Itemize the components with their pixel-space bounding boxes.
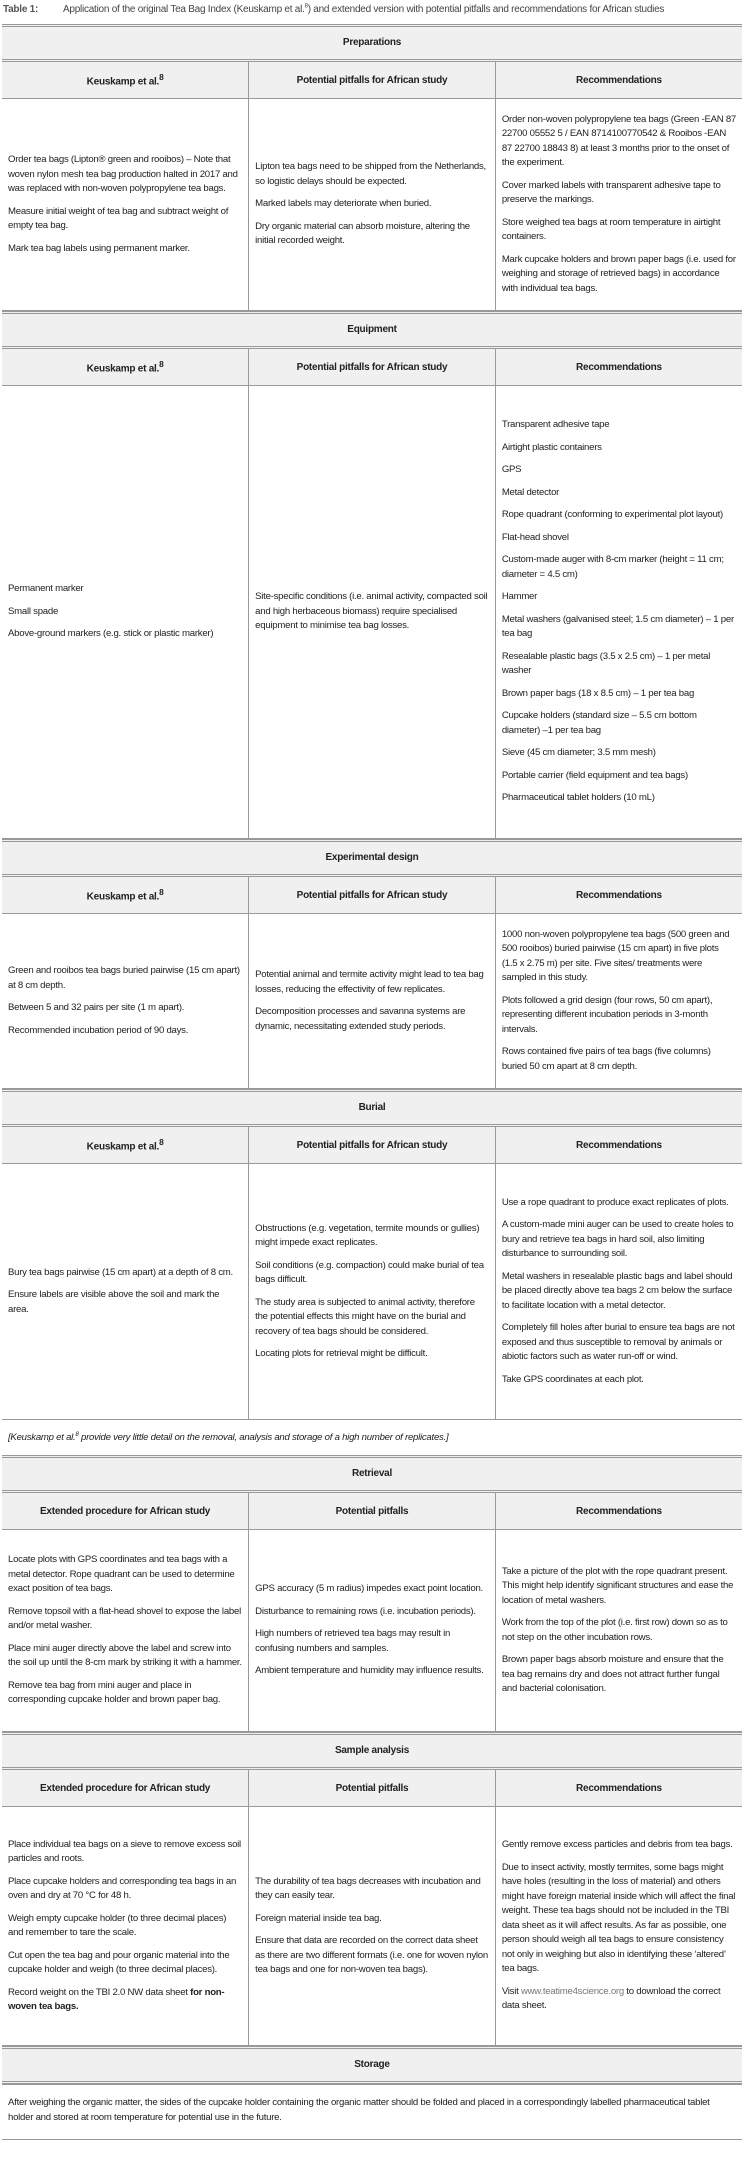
cell-paragraph: Disturbance to remaining rows (i.e. incubation periods).	[255, 1605, 476, 1617]
text-segment: Potential pitfalls	[335, 1782, 409, 1794]
section-table	[2, 62, 742, 311]
cell-paragraph: Completely fill holes after burial to ensure tea bags are not exposed and thus susceptible to removal by animals or abiotic factors such as water run-off or wind.	[501, 1322, 735, 1363]
reference-superscript: 8	[304, 4, 308, 10]
cell-paragraph: Brown paper bags absorb moisture and ensure that the tea bag remains dry and does not attract further fungal and bacterial colonisation.	[501, 1654, 724, 1695]
cell-paragraph: Order non-woven polypropylene tea bags (Green -EAN 87 22700 05552 5 / EAN 8714100770542 & Rooibos -EAN 87 22700 18843 8) at least 3 months prior to the onset of the experiment.	[501, 113, 737, 169]
cell-paragraph: Resealable plastic bags (3.5 x 2.5 cm) – 1 per metal washer	[501, 650, 711, 677]
cell-paragraph: High numbers of retrieved tea bags may result in confusing numbers and samples.	[255, 1628, 451, 1654]
reference-superscript: 8	[159, 1137, 164, 1148]
column-header	[495, 349, 742, 386]
cell-paragraph: Portable carrier (field equipment and tea bags)	[501, 769, 688, 781]
cell-paragraph: Bury tea bags pairwise (15 cm apart) at a depth of 8 cm.	[8, 1266, 233, 1278]
column-header	[249, 62, 496, 99]
cell-paragraph: Soil conditions (e.g. compaction) could make burial of tea bags difficult.	[255, 1259, 484, 1285]
cell-paragraph: Airtight plastic containers	[501, 441, 602, 453]
column-header	[495, 1770, 742, 1807]
text-segment: Potential pitfalls for African study	[296, 889, 448, 901]
cell-paragraph: Take a picture of the plot with the rope quadrant present. This might help identify significant structures and ease the location of metal washers.	[501, 1565, 734, 1606]
cell-paragraph: Place individual tea bags on a sieve to remove excess soil particles and roots.	[8, 1838, 241, 1865]
cell-paragraph: Gently remove excess particles and debris from tea bags.	[501, 1839, 733, 1851]
section-heading: Experimental design	[2, 839, 742, 877]
cell-paragraph: Dry organic material can absorb moisture, altering the initial recorded weight.	[255, 220, 470, 247]
cell-paragraph: Pharmaceutical tablet holders (10 mL)	[501, 792, 655, 804]
cell-paragraph: Marked labels may deteriorate when buried.	[255, 198, 432, 210]
text-segment: Extended procedure for African study	[40, 1782, 211, 1794]
cell-paragraph: Ambient temperature and humidity may influence results.	[255, 1665, 484, 1677]
tea-bag-index-table	[2, 24, 742, 2140]
section-experimental-design	[2, 839, 742, 1089]
section-storage	[2, 2046, 742, 2140]
section-heading: Preparations	[2, 24, 742, 62]
text-segment: Keuskamp et al.	[86, 76, 160, 88]
cell-paragraph: Metal washers (galvanised steel; 1.5 cm diameter) – 1 per tea bag	[501, 613, 734, 640]
cell-paragraph: Between 5 and 32 pairs per site (1 m apart).	[8, 1002, 185, 1013]
cell-paragraph: Cut open the tea bag and pour organic material into the cupcake holder and weigh (to three decimal places).	[8, 1949, 230, 1976]
column-header	[2, 349, 249, 386]
section-heading: Storage	[2, 2046, 742, 2084]
cell-paragraph: 1000 non-woven polypropylene tea bags (500 green and 500 rooibos) buried pairwise (15 cm apart) in five plots (1.5 x 2.75 m) per site. Five sites/ treatments were sampled in this study.	[501, 928, 730, 984]
table-cell	[249, 99, 496, 311]
section-heading: Retrieval	[2, 1455, 742, 1493]
section-sample-analysis	[2, 1732, 742, 2046]
column-header	[495, 877, 742, 914]
table-cell	[2, 1807, 249, 2046]
column-header	[495, 1127, 742, 1164]
table-cell	[2, 1530, 249, 1732]
text-segment: Potential pitfalls	[335, 1505, 409, 1517]
table-cell	[495, 1164, 742, 1420]
reference-superscript: 8	[75, 1432, 79, 1438]
cell-paragraph	[502, 1985, 736, 2014]
cell-paragraph: Use a rope quadrant to produce exact replicates of plots.	[501, 1196, 729, 1208]
section-table	[2, 349, 742, 839]
table-cell	[2, 386, 249, 839]
cell-paragraph: GPS accuracy (5 m radius) impedes exact point location.	[255, 1583, 483, 1595]
cell-paragraph: Custom-made auger with 8-cm marker (height = 11 cm; diameter = 4.5 cm)	[501, 554, 724, 580]
column-header	[2, 1127, 249, 1164]
text-segment: Keuskamp et al.	[86, 1141, 160, 1153]
column-header	[2, 62, 249, 99]
table-row	[2, 1807, 742, 2046]
cell-paragraph: Work from the top of the plot (i.e. first row) down so as to not step on the other incubation rows.	[501, 1617, 728, 1643]
section-table	[2, 1493, 742, 1732]
section-heading: Equipment	[2, 311, 742, 349]
website-link[interactable]: www.teatime4science.org	[520, 1985, 624, 1997]
cell-paragraph: Lipton tea bags need to be shipped from the Netherlands, so logistic delays should be expected.	[255, 161, 486, 187]
table-note	[2, 1420, 742, 1455]
text-segment: Recommendations	[576, 1139, 662, 1151]
cell-paragraph: Flat-head shovel	[501, 531, 569, 543]
cell-paragraph: Order tea bags (Lipton® green and rooibos) – Note that woven nylon mesh tea bag production halted in 2017 and was replaced with non-woven polypropylene tea bags.	[8, 154, 238, 194]
column-header	[2, 1493, 249, 1530]
cell-paragraph: Rows contained five pairs of tea bags (five columns) buried 50 cm apart at 8 cm depth.	[501, 1046, 711, 1072]
section-equipment	[2, 311, 742, 839]
cell-paragraph: Rope quadrant (conforming to experimental plot layout)	[501, 509, 723, 521]
cell-paragraph: GPS	[501, 464, 522, 476]
cell-paragraph: Due to insect activity, mostly termites, some bags might have holes (resulting in the loss of material) and others might have foreign material inside which will affect the final weight. These tea bags should not be included in the TBI data sheet as it will affect results. As far as possible, one person should weigh all tea bags to ensure consistency not only in weighing but also in identifying these ‘altered’ tea bags.	[501, 1861, 736, 1975]
text-segment: Extended procedure for African study	[40, 1505, 211, 1517]
cell-paragraph: Cupcake holders (standard size – 5.5 cm bottom diameter) –1 per tea bag	[501, 710, 697, 736]
cell-paragraph: Permanent marker	[8, 583, 84, 595]
column-header-row	[2, 1127, 742, 1164]
text-segment: Visit	[501, 1985, 521, 1997]
cell-paragraph: Green and rooibos tea bags buried pairwise (15 cm apart) at 8 cm depth.	[8, 965, 240, 991]
cell-paragraph: A custom-made mini auger can be used to create holes to bury and retrieve tea bags in hard soil, also limiting disturbance to surrounding soil.	[501, 1219, 734, 1260]
cell-paragraph: Obstructions (e.g. vegetation, termite mounds or gullies) might impede exact replicates.	[255, 1222, 480, 1248]
text-segment: Recommendations	[576, 361, 662, 373]
table-cell	[249, 1164, 496, 1420]
bold-text: for non-woven tea bags.	[8, 1986, 225, 2013]
column-header	[249, 1770, 496, 1807]
table-cell	[249, 1530, 496, 1732]
text-segment: Recommendations	[576, 74, 662, 86]
section-heading: Burial	[2, 1089, 742, 1127]
cell-paragraph: Above-ground markers (e.g. stick or plastic marker)	[8, 628, 214, 640]
text-segment: Record weight on the TBI 2.0 NW data sheet	[8, 1986, 191, 1998]
text-segment: provide very little detail on the removal, analysis and storage of a high number of replicates.]	[78, 1432, 449, 1444]
table-row	[2, 386, 742, 839]
cell-paragraph: Decomposition processes and savanna systems are dynamic, necessitating extended study periods.	[255, 1006, 466, 1032]
table-row	[2, 914, 742, 1089]
section-table	[2, 1127, 742, 1420]
column-header-row	[2, 1770, 742, 1807]
text-segment: to download the correct data sheet.	[501, 1985, 721, 2012]
column-header-row	[2, 1493, 742, 1530]
section-burial	[2, 1089, 742, 1420]
reference-superscript: 8	[159, 72, 164, 83]
cell-paragraph	[8, 1986, 242, 2015]
cell-paragraph: Plots followed a grid design (four rows, 50 cm apart), representing different incubation periods in 3-month intervals.	[501, 994, 713, 1035]
cell-paragraph: Take GPS coordinates at each plot.	[501, 1373, 644, 1385]
text-segment: Keuskamp et al.	[86, 891, 160, 903]
table-cell	[495, 914, 742, 1089]
column-header-row	[2, 62, 742, 99]
table-row	[2, 1164, 742, 1420]
cell-paragraph: Ensure labels are visible above the soil and mark the area.	[8, 1289, 220, 1315]
cell-paragraph: Measure initial weight of tea bag and subtract weight of empty tea bag.	[8, 205, 229, 231]
cell-paragraph: Transparent adhesive tape	[501, 419, 610, 431]
cell-paragraph: Metal detector	[501, 486, 560, 498]
cell-paragraph: The durability of tea bags decreases with incubation and they can easily tear.	[255, 1875, 481, 1902]
table-cell	[495, 1807, 742, 2046]
section-heading: Sample analysis	[2, 1732, 742, 1770]
cell-paragraph: Locate plots with GPS coordinates and tea bags with a metal detector. Rope quadrant can be used to determine exact position of tea bags.	[8, 1554, 235, 1595]
cell-paragraph: Hammer	[501, 591, 538, 603]
column-header	[249, 1493, 496, 1530]
reference-superscript: 8	[159, 359, 164, 370]
column-header-row	[2, 349, 742, 386]
column-header	[495, 62, 742, 99]
column-header	[249, 877, 496, 914]
column-header	[2, 1770, 249, 1807]
cell-paragraph: Site-specific conditions (i.e. animal activity, compacted soil and high herbaceous biomass) require specialised equipment to minimise tea bag losses.	[255, 591, 488, 632]
cell-paragraph: The study area is subjected to animal activity, therefore the potential effects this might have on the burial and recovery of tea bags should be considered.	[255, 1296, 475, 1337]
table-row	[2, 1530, 742, 1732]
column-header-row	[2, 877, 742, 914]
cell-paragraph: Place mini auger directly above the label and screw into the soil up until the 8-cm mark by striking it with a hammer.	[8, 1642, 242, 1669]
section-preparations	[2, 24, 742, 311]
cell-paragraph: Weigh empty cupcake holder (to three decimal places) and remember to tare the scale.	[8, 1912, 227, 1939]
cell-paragraph: Potential animal and termite activity might lead to tea bag losses, reducing the effectivity of few replicates.	[255, 969, 484, 995]
table-cell	[2, 914, 249, 1089]
cell-paragraph: Brown paper bags (18 x 8.5 cm) – 1 per tea bag	[501, 687, 695, 699]
column-header	[2, 877, 249, 914]
reference-superscript: 8	[159, 887, 164, 898]
cell-paragraph: Ensure that data are recorded on the correct data sheet as there are two different formats (i.e. one for woven nylon tea bags and one for non-woven tea bags).	[255, 1935, 488, 1976]
cell-paragraph: Small spade	[8, 605, 59, 617]
cell-paragraph: Mark cupcake holders and brown paper bags (i.e. used for weighing and storage of retrieved bags) in accordance with individual tea bags.	[501, 253, 736, 294]
column-header	[249, 1127, 496, 1164]
cell-paragraph: Cover marked labels with transparent adhesive tape to preserve the markings.	[501, 179, 721, 206]
cell-paragraph: Place cupcake holders and corresponding tea bags in an oven and dry at 70 °C for 48 h.	[8, 1875, 237, 1902]
table-cell	[249, 386, 496, 839]
text-segment: ) and extended version with potential pitfalls and recommendations for African studies	[307, 4, 665, 16]
storage-text: After weighing the organic matter, the sides of the cupcake holder containing the organic matter should be folded and placed in a correspondingly labelled pharmaceutical tablet holder and stored at room temperature for potential use in the future.	[2, 2084, 742, 2140]
table-cell	[495, 1530, 742, 1732]
column-header	[249, 349, 496, 386]
text-segment: Keuskamp et al.	[86, 363, 160, 375]
table-row	[2, 99, 742, 311]
cell-paragraph: Recommended incubation period of 90 days.	[8, 1024, 189, 1036]
text-segment: Potential pitfalls for African study	[296, 1139, 448, 1151]
table-cell	[2, 99, 249, 311]
text-segment: Potential pitfalls for African study	[296, 74, 448, 86]
table-cell	[249, 1807, 496, 2046]
table-caption	[3, 4, 664, 15]
table-cell	[2, 1164, 249, 1420]
cell-paragraph: Remove tea bag from mini auger and place in corresponding cupcake holder and brown paper bag.	[8, 1679, 221, 1706]
text-segment: Recommendations	[576, 889, 662, 901]
text-segment: [Keuskamp et al.	[8, 1432, 76, 1444]
section-table	[2, 1770, 742, 2046]
text-segment: Application of the original Tea Bag Index (Keuskamp et al.	[63, 4, 305, 16]
text-segment: Recommendations	[576, 1782, 662, 1794]
table-cell	[249, 914, 496, 1089]
cell-paragraph: Remove topsoil with a flat-head shovel to expose the label and/or metal washer.	[8, 1605, 241, 1632]
table-cell	[495, 99, 742, 311]
table-label: Table 1:	[3, 4, 39, 16]
cell-paragraph: Mark tea bag labels using permanent marker.	[8, 242, 190, 254]
cell-paragraph: Locating plots for retrieval might be difficult.	[255, 1348, 428, 1359]
table-cell	[495, 386, 742, 839]
text-segment: Potential pitfalls for African study	[296, 361, 448, 373]
section-retrieval	[2, 1420, 742, 1732]
cell-paragraph: Sieve (45 cm diameter; 3.5 mm mesh)	[501, 747, 656, 759]
cell-paragraph: Metal washers in resealable plastic bags and label should be placed directly above tea bags 2 cm below the surface to facilitate location with a metal detector.	[501, 1270, 733, 1311]
cell-paragraph: Store weighed tea bags at room temperature in airtight containers.	[501, 216, 721, 243]
text-segment: Recommendations	[576, 1505, 662, 1517]
caption-text	[63, 4, 664, 15]
section-table	[2, 877, 742, 1089]
cell-paragraph: Foreign material inside tea bag.	[255, 1912, 382, 1924]
column-header	[495, 1493, 742, 1530]
